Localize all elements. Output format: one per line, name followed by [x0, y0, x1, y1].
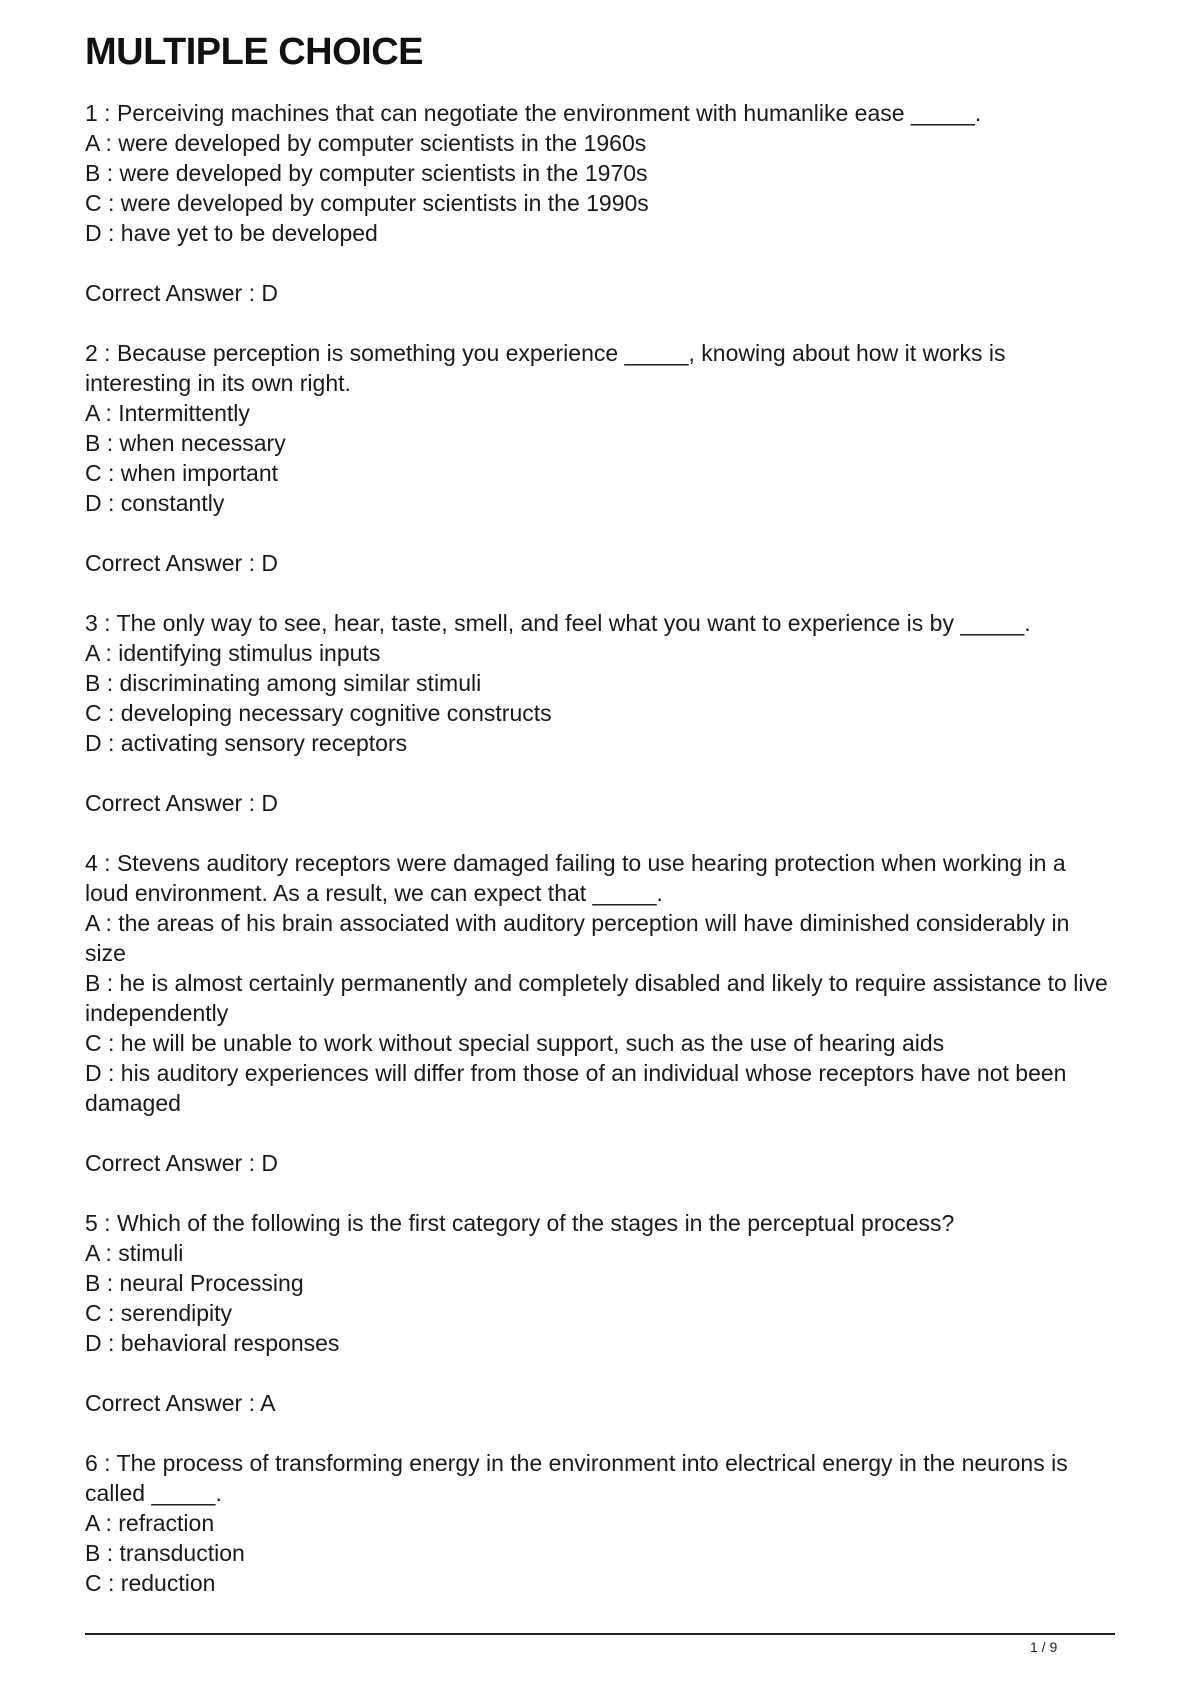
- option-c: C : serendipity: [85, 1300, 233, 1326]
- correct-answer: Correct Answer : D: [85, 790, 278, 816]
- option-d: D : constantly: [85, 490, 225, 516]
- option-a: A : were developed by computer scientists in the 1960s: [85, 130, 647, 156]
- question-6: [85, 1448, 1115, 1598]
- question-text: 2 : Because perception is something you experience _____, knowing about how it works is interesting in its own right.: [85, 340, 1006, 396]
- question-2: [85, 338, 1115, 578]
- option-b: B : discriminating among similar stimuli: [85, 670, 482, 696]
- option-d: D : behavioral responses: [85, 1330, 340, 1356]
- correct-answer: Correct Answer : A: [85, 1390, 276, 1416]
- correct-answer: Correct Answer : D: [85, 550, 278, 576]
- option-a: A : Intermittently: [85, 400, 250, 426]
- question-text: 4 : Stevens auditory receptors were damaged failing to use hearing protection when working in a loud environment. As a result, we can expect that _____.: [85, 850, 1066, 906]
- option-a: A : identifying stimulus inputs: [85, 640, 381, 666]
- option-b: B : when necessary: [85, 430, 286, 456]
- option-c: C : developing necessary cognitive constructs: [85, 700, 552, 726]
- option-b: B : he is almost certainly permanently and completely disabled and likely to require assistance to live independently: [85, 970, 1108, 1026]
- page-number: 1 / 9: [1030, 1639, 1058, 1655]
- question-text: 5 : Which of the following is the first category of the stages in the perceptual process?: [85, 1210, 955, 1236]
- question-4: [85, 848, 1115, 1178]
- option-b: B : transduction: [85, 1540, 245, 1566]
- option-c: C : when important: [85, 460, 279, 486]
- page-title: MULTIPLE CHOICE: [85, 31, 424, 73]
- question-text: 1 : Perceiving machines that can negotiate the environment with humanlike ease _____.: [85, 100, 982, 126]
- option-d: D : activating sensory receptors: [85, 730, 408, 756]
- option-c: C : reduction: [85, 1570, 216, 1596]
- document-page: [85, 30, 1115, 1628]
- option-b: B : neural Processing: [85, 1270, 304, 1296]
- option-d: D : have yet to be developed: [85, 220, 378, 246]
- correct-answer: Correct Answer : D: [85, 280, 278, 306]
- question-text: 3 : The only way to see, hear, taste, smell, and feel what you want to experience is by _____.: [85, 610, 1031, 636]
- question-text: 6 : The process of transforming energy in the environment into electrical energy in the neurons is called _____.: [85, 1450, 1068, 1506]
- correct-answer: Correct Answer : D: [85, 1150, 278, 1176]
- question-3: [85, 608, 1115, 818]
- option-a: A : the areas of his brain associated with auditory perception will have diminished considerably in size: [85, 910, 1070, 966]
- option-a: A : stimuli: [85, 1240, 184, 1266]
- option-c: C : he will be unable to work without special support, such as the use of hearing aids: [85, 1030, 945, 1056]
- option-a: A : refraction: [85, 1510, 215, 1536]
- footer-divider: [85, 1633, 1115, 1635]
- question-1: [85, 98, 1115, 308]
- option-c: C : were developed by computer scientists in the 1990s: [85, 190, 649, 216]
- option-d: D : his auditory experiences will differ from those of an individual whose receptors have not been damaged: [85, 1060, 1067, 1116]
- question-5: [85, 1208, 1115, 1418]
- option-b: B : were developed by computer scientists in the 1970s: [85, 160, 648, 186]
